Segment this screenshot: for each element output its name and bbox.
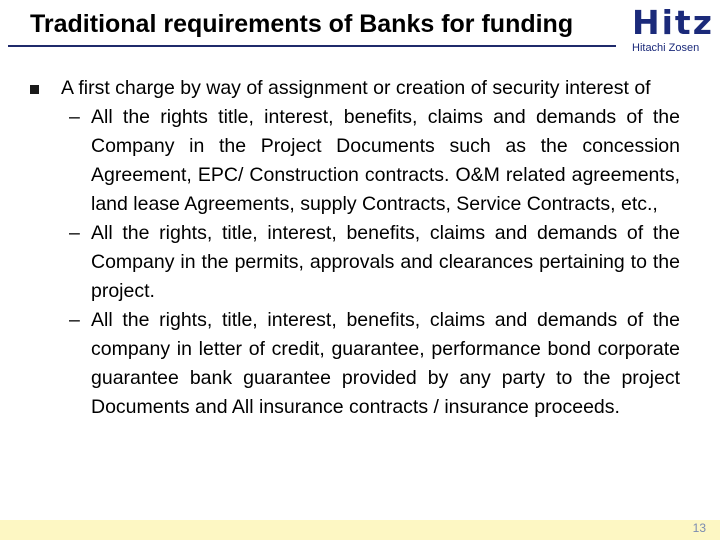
footer-band (0, 520, 720, 540)
company-logo (632, 3, 714, 56)
sub-bullet-text: All the rights, title, interest, benefits, claims and demands of the Company in the permits, approvals and clearances pertaining to the project. (91, 222, 680, 302)
sub-bullet-text: All the rights title, interest, benefits, claims and demands of the Company in the Project Documents such as the concession Agreement, EPC/ Construction contracts. O&M related agreements, land lease Agreements, supply Contracts, Service Contracts, etc., (91, 106, 680, 215)
sub-bullet-item (30, 306, 680, 422)
sub-bullet-item (30, 103, 680, 219)
sub-bullet-item (30, 219, 680, 306)
logo-subtitle: Hitachi Zosen (632, 42, 700, 54)
sub-bullet-text: All the rights, title, interest, benefits, claims and demands of the company in letter of credit, guarantee, performance bond corporate guarantee bank guarantee provided by any party to the project Documents and All insurance contracts / insurance proceeds. (91, 309, 680, 418)
bullet-text: A first charge by way of assignment or creation of security interest of (61, 77, 651, 99)
dash-bullet-icon: – (69, 309, 80, 331)
title-divider (8, 45, 616, 47)
dash-bullet-icon: – (69, 106, 80, 128)
logo-wordmark: Hitz (632, 3, 714, 42)
page-number: 13 (692, 521, 706, 535)
square-bullet-icon (30, 85, 39, 94)
slide-title: Traditional requirements of Banks for funding (30, 10, 574, 38)
bullet-item (30, 74, 680, 103)
dash-bullet-icon: – (69, 222, 80, 244)
slide-body (30, 74, 680, 422)
